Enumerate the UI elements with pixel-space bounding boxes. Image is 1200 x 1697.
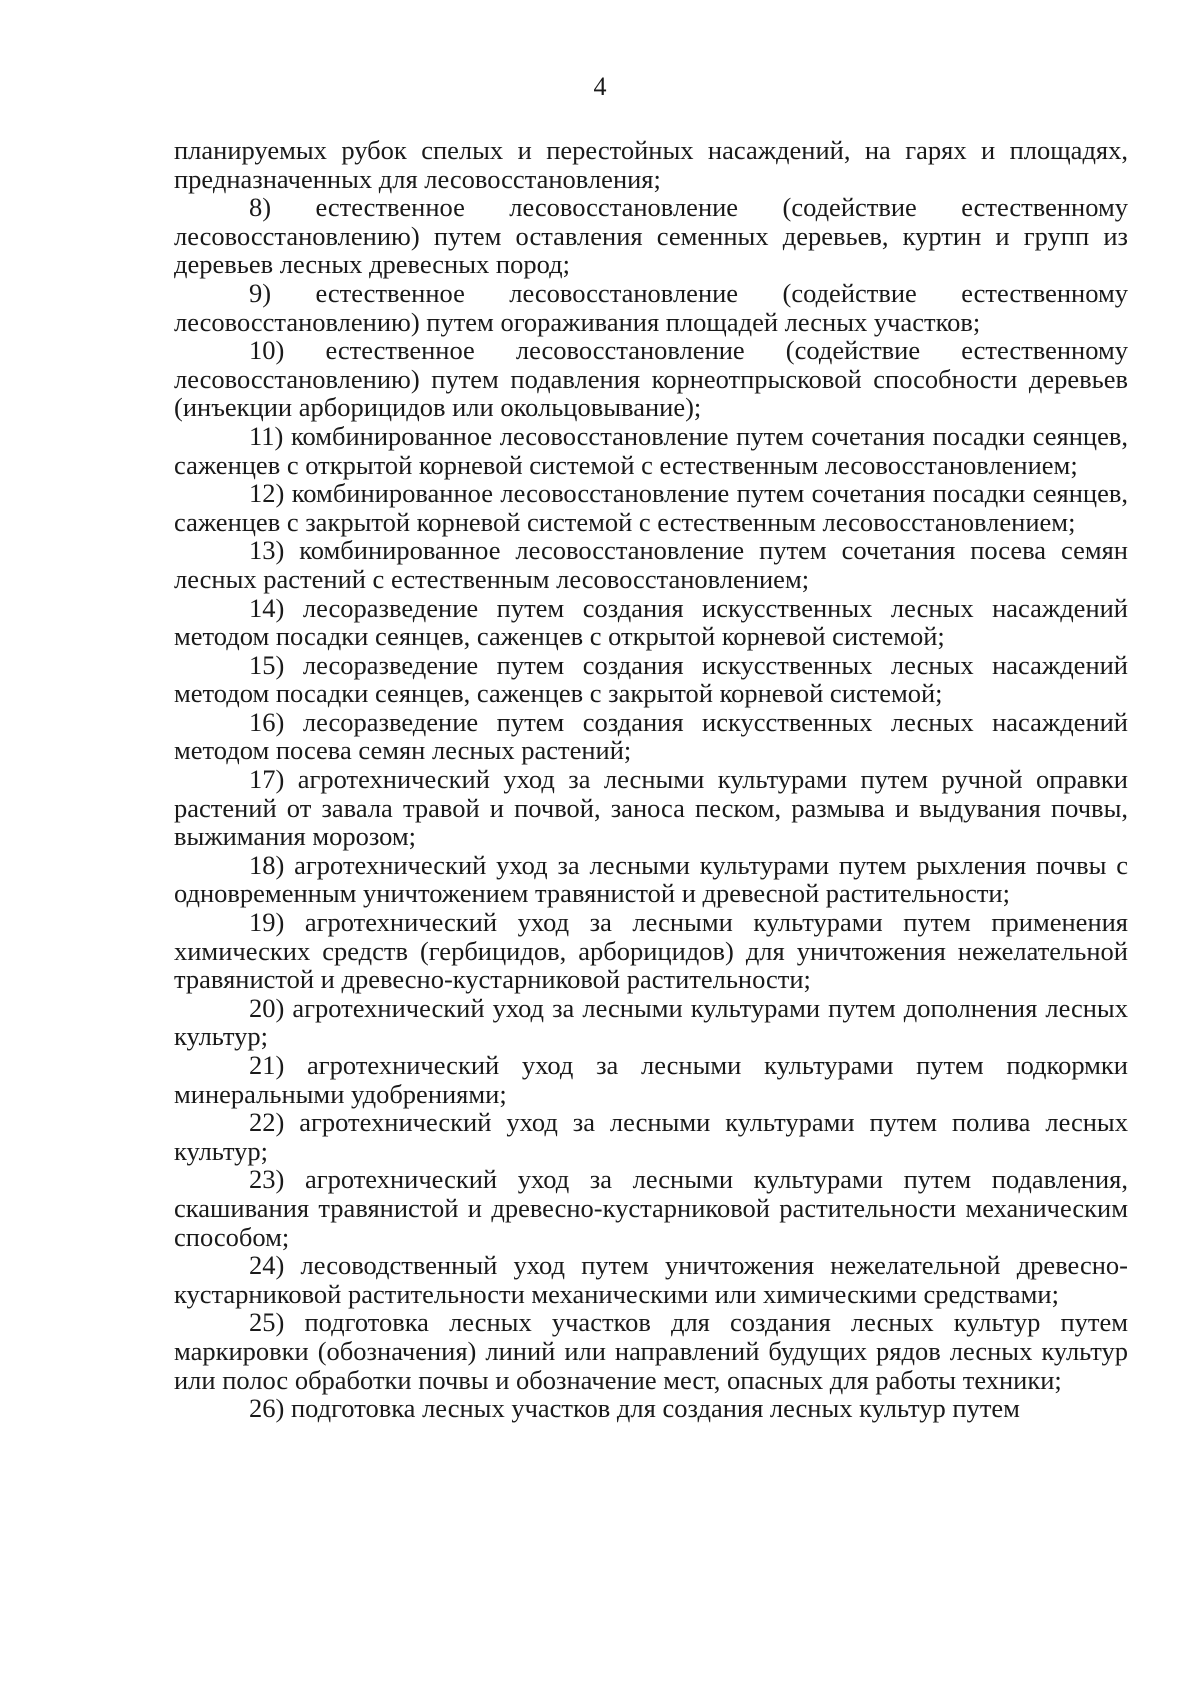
list-item-23: 23) агротехнический уход за лесными культурами путем подавления, скашивания травянистой и древесно-кустарниковой растительности механическим способом;: [174, 1164, 1128, 1252]
list-item-20: 20) агротехнический уход за лесными культурами путем дополнения лесных культур;: [174, 992, 1128, 1052]
paragraph-continuation: планируемых рубок спелых и перестойных насаждений, на гарях и площадях, предназначенных для лесовосстановления;: [174, 135, 1128, 194]
list-item-21: 21) агротехнический уход за лесными культурами путем подкормки минеральными удобрениями;: [174, 1050, 1128, 1109]
document-body: [174, 136, 1128, 1423]
list-item-15: 15) лесоразведение путем создания искусственных лесных насаждений методом посадки сеянцев, саженцев с закрытой корневой системой;: [174, 649, 1128, 709]
list-item-10: 10) естественное лесовосстановление (содействие естественному лесовосстановлению) путем подавления корнеотпрысковой способности деревьев (инъекции арборицидов или окольцовывание);: [174, 335, 1128, 423]
list-item-14: 14) лесоразведение путем создания искусственных лесных насаждений методом посадки сеянцев, саженцев с открытой корневой системой;: [174, 592, 1128, 652]
list-item-25: 25) подготовка лесных участков для создания лесных культур путем маркировки (обозначения) линий или направлений будущих рядов лесных культур или полос обработки почвы и обозначение мест, опасных для работы техники;: [174, 1307, 1128, 1395]
list-item-26: 26) подготовка лесных участков для создания лесных культур путем: [249, 1393, 1020, 1424]
list-item-22: 22) агротехнический уход за лесными культурами путем полива лесных культур;: [174, 1107, 1128, 1166]
list-item-8: 8) естественное лесовосстановление (содействие естественному лесовосстановлению) путем оставления семенных деревьев, куртин и групп из деревьев лесных древесных пород;: [174, 192, 1128, 280]
page-number: 4: [593, 72, 607, 101]
list-item-17: 17) агротехнический уход за лесными культурами путем ручной оправки растений от завала травой и почвой, заноса песком, размыва и выдувания почвы, выжимания морозом;: [174, 764, 1128, 852]
list-item-12: 12) комбинированное лесовосстановление путем сочетания посадки сеянцев, саженцев с закрытой корневой системой с естественным лесовосстановлением;: [174, 478, 1128, 537]
list-item-13: 13) комбинированное лесовосстановление путем сочетания посева семян лесных растений с естественным лесовосстановлением;: [174, 535, 1128, 594]
list-item-11: 11) комбинированное лесовосстановление путем сочетания посадки сеянцев, саженцев с открытой корневой системой с естественным лесовосстановлением;: [174, 420, 1128, 480]
list-item-18: 18) агротехнический уход за лесными культурами путем рыхления почвы с одновременным уничтожением травянистой и древесной растительности;: [174, 849, 1128, 909]
list-item-9: 9) естественное лесовосстановление (содействие естественному лесовосстановлению) путем огораживания площадей лесных участков;: [174, 277, 1128, 337]
list-item-16: 16) лесоразведение путем создания искусственных лесных насаждений методом посева семян лесных растений;: [174, 706, 1128, 766]
list-item-19: 19) агротехнический уход за лесными культурами путем применения химических средств (гербицидов, арборицидов) для уничтожения нежелательной травянистой и древесно-кустарниковой растительности;: [174, 907, 1128, 995]
list-item-24: 24) лесоводственный уход путем уничтожения нежелательной древесно-кустарниковой растительности механическими или химическими средствами;: [174, 1250, 1128, 1309]
